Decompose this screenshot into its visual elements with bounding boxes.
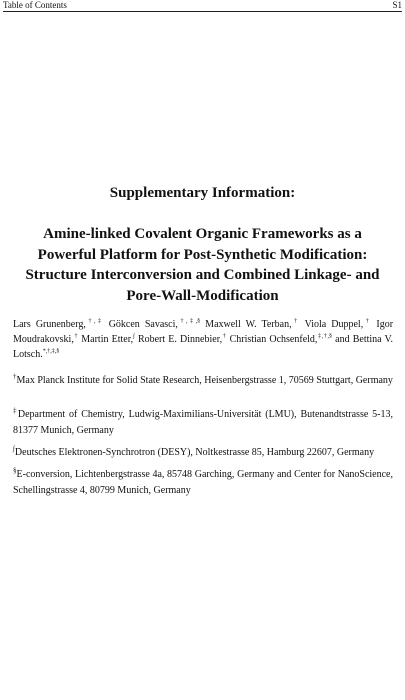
affiliation: ‡Department of Chemistry, Ludwig-Maximilians-Universität (LMU), Butenandtstrasse 5-13, 81377 Munich, Germany (13, 406, 393, 436)
supplementary-title: Supplementary Information: (109, 185, 296, 201)
affiliation: §E-conversion, Lichtenbergstrasse 4a, 85748 Garching, Germany and Center for NanoScience, Schellingstrasse 4, 80799 Munich, Germany (13, 466, 393, 496)
page-number: S1 (392, 0, 402, 10)
author: Bettina V. Lotsch.*,†,‡,§ (13, 334, 393, 360)
page-header (3, 0, 402, 12)
author: Gökcen Savasci,†,‡,§ (108, 318, 201, 330)
author: Robert E. Dinnebier,† (137, 333, 227, 345)
affiliation: †Max Planck Institute for Solid State Research, Heisenbergstrasse 1, 70569 Stuttgart, Germany (13, 372, 393, 386)
author: Maxwell W. Terban,† (205, 318, 300, 330)
paper-title: Amine-linked Covalent Organic Frameworks as a Powerful Platform for Post-Synthetic Modification: Structure Interconversion and Combined Linkage- and Pore-Wall-Modification (25, 226, 380, 304)
author: Viola Duppel,† (304, 318, 372, 330)
author-list: Lars Grunenberg,†,‡ Gökcen Savasci,†,‡,§ Maxwell W. Terban,† Viola Duppel,† Igor Moudrakovski,† Martin Etter,∫ Robert E. Dinnebier,† Christian Ochsenfeld,‡,†,§ and Bettina V. Lotsch.*,†,‡,§ (13, 318, 394, 360)
author: Lars Grunenberg,†,‡ (13, 318, 104, 330)
author: Igor Moudrakovski,† (13, 319, 394, 345)
author: Martin Etter,∫ (81, 333, 135, 345)
author: Christian Ochsenfeld,‡,†,§ (229, 333, 332, 345)
header-left: Table of Contents (3, 0, 67, 10)
affiliation: ∫Deutsches Elektronen-Synchrotron (DESY), Noltkestrasse 85, Hamburg 22607, Germany (13, 444, 375, 458)
